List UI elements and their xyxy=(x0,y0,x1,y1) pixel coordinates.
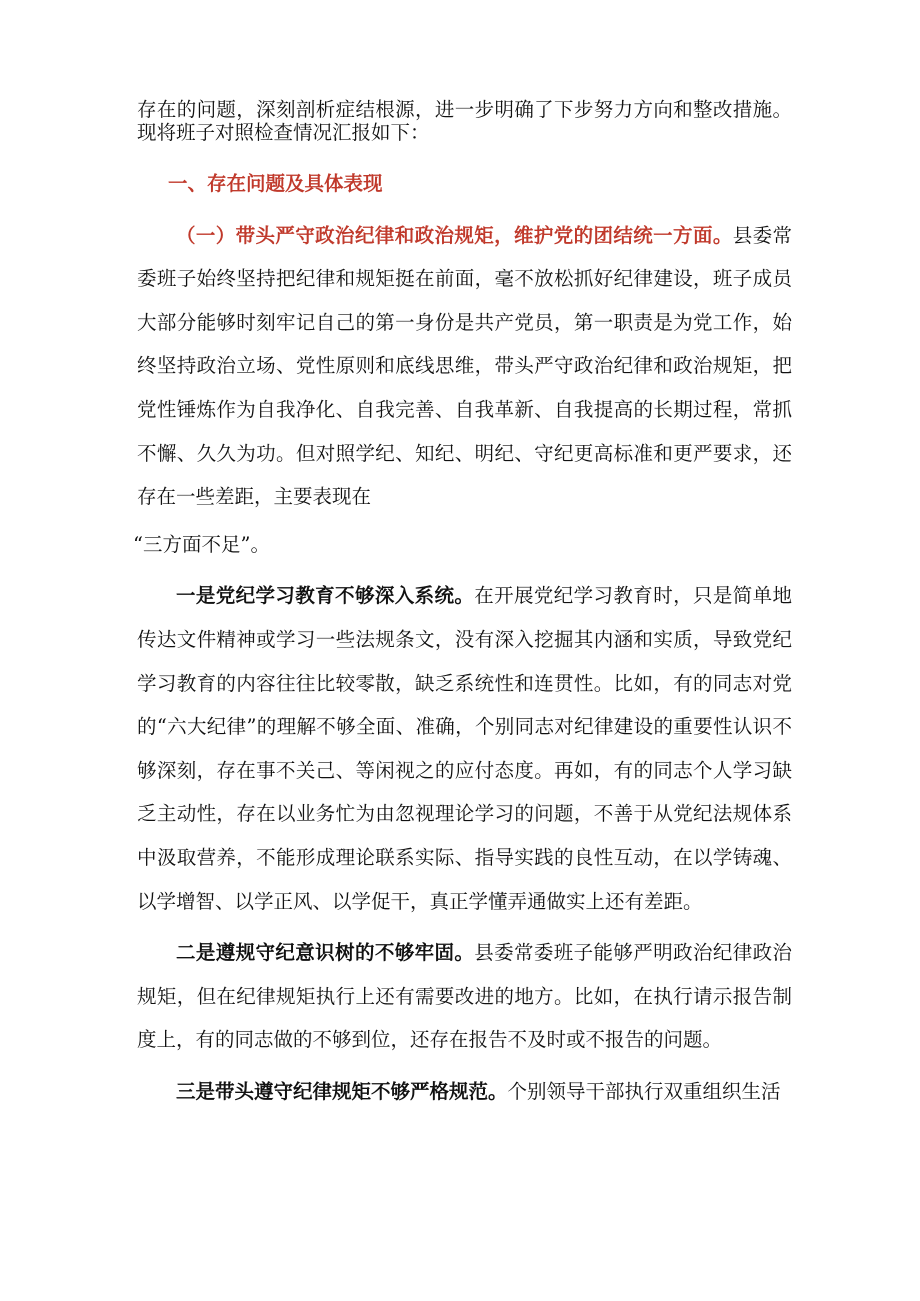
intro-paragraph: 存在的问题，深刻剖析症结根源，进一步明确了下步努力方向和整改措施。现将班子对照检查情况汇报如下： xyxy=(137,98,792,144)
point-paragraph-1 xyxy=(137,574,792,923)
point-lead-2: 二是遵规守纪意识树的不够牢固。 xyxy=(176,941,475,965)
section-heading: 一、存在问题及具体表现 xyxy=(168,172,383,195)
point-text-1: 在开展党纪学习教育时，只是简单地传达文件精神或学习一些法规条文，没有深入挖掘其内涵和实质，导致党纪学习教育的内容往往比较零散，缺乏系统性和连贯性。比如，有的同志对党的“六大纪律”的理解不够全面、准确，个别同志对纪律建设的重要性认识不够深刻，存在事不关己、等闲视之的应付态度。再如，有的同志个人学习缺乏主动性，存在以业务忙为由忽视理论学习的问题，不善于从党纪法规体系中汲取营养，不能形成理论联系实际、指导实践的良性互动，在以学铸魂、以学增智、以学正风、以学促干，真正学懂弄通做实上还有差距。 xyxy=(137,584,792,913)
point-text-3: 个别领导干部执行双重组织生活 xyxy=(507,1079,781,1103)
point-lead-3: 三是带头遵守纪律规矩不够严格规范。 xyxy=(176,1079,508,1103)
section1-paragraph xyxy=(137,214,792,519)
section1-body: 县委常委班子始终坚持把纪律和规矩挺在前面，毫不放松抓好纪律建设，班子成员大部分能够时刻牢记自己的第一身份是共产党员，第一职责是为党工作，始终坚持政治立场、党性原则和底线思维，带头严守政治纪律和政治规矩，把党性锤炼作为自我净化、自我完善、自我革新、自我提高的长期过程，常抓不懈、久久为功。但对照学纪、知纪、明纪、守纪更高标准和更严要求，还存在一些差距，主要表现在 xyxy=(137,223,792,509)
point-text-2: 县委常委班子能够严明政治纪律政治规矩，但在纪律规矩执行上还有需要改进的地方。比如，在执行请示报告制度上，有的同志做的不够到位，还存在报告不及时或不报告的问题。 xyxy=(137,941,792,1052)
document-body xyxy=(133,98,792,1113)
point-paragraph-2 xyxy=(137,931,792,1062)
section1-title: （一）带头严守政治纪律和政治规矩，维护党的团结统一方面。 xyxy=(176,223,733,247)
section1-quote: “三方面不足”。 xyxy=(133,532,270,556)
point-paragraph-3 xyxy=(137,1070,792,1114)
point-lead-1: 一是党纪学习教育不够深入系统。 xyxy=(176,584,475,608)
